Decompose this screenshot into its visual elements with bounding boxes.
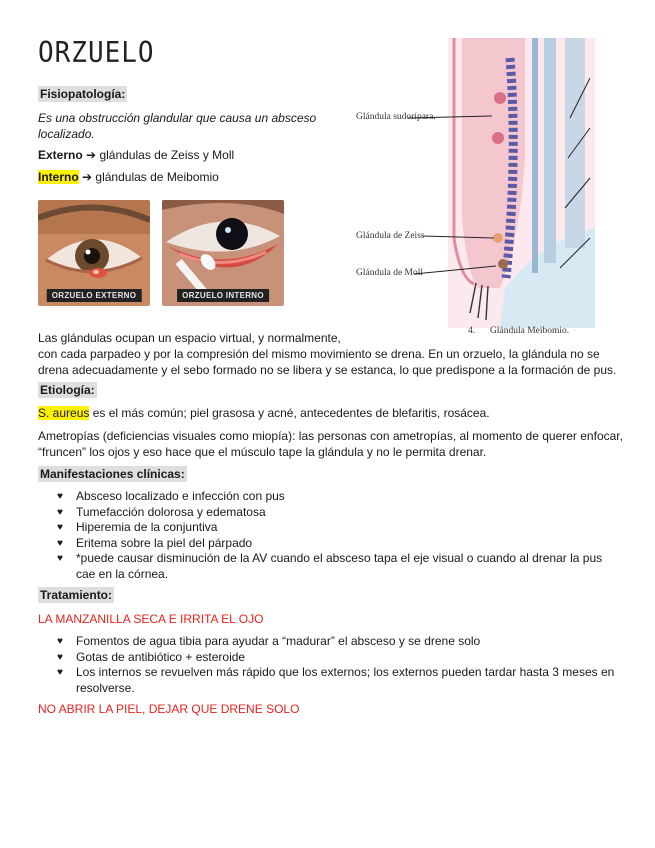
- page-title: ORZUELO: [38, 36, 155, 70]
- heart-bullet-icon: ♥: [57, 522, 63, 533]
- list-item: ♥ Fomentos de agua tibia para ayudar a “madurar” el absceso y se drene solo: [57, 634, 481, 648]
- ametropias-paragraph: Ametropías (deficiencias visuales como miopía): las personas con ametropías, al momento de querer enfocar, “fruncen” los ojos y eso hace que el músculo tape la glándula y no le permita drenar.: [38, 429, 623, 459]
- externo-label: Externo: [38, 148, 83, 162]
- caption-externo: ORZUELO EXTERNO: [47, 289, 142, 302]
- etiologia-text: S. aureus es el más común; piel grasosa y acné, antecedentes de blefaritis, rosácea.: [38, 406, 490, 420]
- label-meibomio-number: 4.: [468, 326, 476, 336]
- heart-bullet-icon: ♥: [57, 506, 63, 518]
- fisiopatologia-heading: Fisiopatología:: [40, 87, 126, 101]
- photo-orzuelo-interno: [162, 200, 284, 306]
- arrow-icon: ➔: [82, 170, 93, 184]
- list-item-continuation: cae en la córnea.: [76, 566, 169, 581]
- etiologia-heading: Etiología:: [40, 383, 95, 397]
- list-item: ♥ Los internos se revuelven más rápido que los externos; los externos pueden tardar hasta 3 meses en: [57, 665, 615, 679]
- heart-bullet-icon: ♥: [57, 537, 63, 549]
- tratamiento-heading: Tratamiento:: [40, 588, 113, 602]
- label-meibomio: Glándula Meibomio.: [490, 326, 570, 336]
- label-sudoripara: Glándula sudorípara.: [356, 112, 436, 122]
- list-item: ♥ Gotas de antibiótico + esteroide: [57, 649, 246, 664]
- label-zeiss: Glándula de Zeiss: [356, 231, 425, 241]
- tratamiento-list: [38, 634, 628, 696]
- list-item: ♥ Absceso localizado e infección con pus: [57, 489, 285, 503]
- label-moll: Glándula de Moll: [356, 268, 424, 278]
- manifestaciones-list: [38, 489, 628, 582]
- list-item: ♥ Hiperemia de la conjuntiva: [57, 520, 218, 534]
- warning-no-abrir: NO ABRIR LA PIEL, DEJAR QUE DRENE SOLO: [38, 702, 300, 716]
- organism-highlight: S. aureus: [38, 406, 90, 420]
- heart-bullet-icon: ♥: [57, 636, 63, 647]
- list-item: ♥ Eritema sobre la piel del párpado: [57, 535, 253, 550]
- heart-bullet-icon: ♥: [57, 553, 63, 564]
- heart-bullet-icon: ♥: [57, 491, 63, 502]
- list-item-continuation: resolverse.: [76, 680, 135, 695]
- definition-text: Es una obstrucción glandular que causa un absceso localizado.: [38, 111, 317, 141]
- heart-bullet-icon: ♥: [57, 667, 63, 678]
- arrow-icon: ➔: [86, 148, 97, 162]
- heart-bullet-icon: ♥: [57, 651, 63, 663]
- warning-manzanilla: LA MANZANILLA SECA E IRRITA EL OJO: [38, 612, 264, 626]
- photo-orzuelo-externo: [38, 200, 150, 306]
- caption-interno: ORZUELO INTERNO: [177, 289, 269, 302]
- list-item: ♥ Tumefacción dolorosa y edematosa: [57, 504, 266, 519]
- interno-line: Interno ➔ glándulas de Meibomio: [38, 170, 219, 184]
- eyelid-cross-section: [350, 38, 595, 328]
- eyelid-gland-diagram: [350, 38, 595, 340]
- externo-line: Externo ➔ glándulas de Zeiss y Moll: [38, 148, 235, 162]
- explanation-paragraph: Las glándulas ocupan un espacio virtual, y normalmente, con cada parpadeo y por la compresión del mismo movimiento se drena. En un orzuelo, la glándula no se drena adecuadamente y el sebo formado no se libera y se estanca, lo que predispone a la formación de pus.: [38, 331, 617, 377]
- manifestaciones-heading: Manifestaciones clínicas:: [40, 467, 185, 481]
- interno-label: Interno: [38, 170, 79, 184]
- list-item: ♥ *puede causar disminución de la AV cuando el absceso tapa el eje visual o cuando al drenar la pus: [57, 551, 603, 565]
